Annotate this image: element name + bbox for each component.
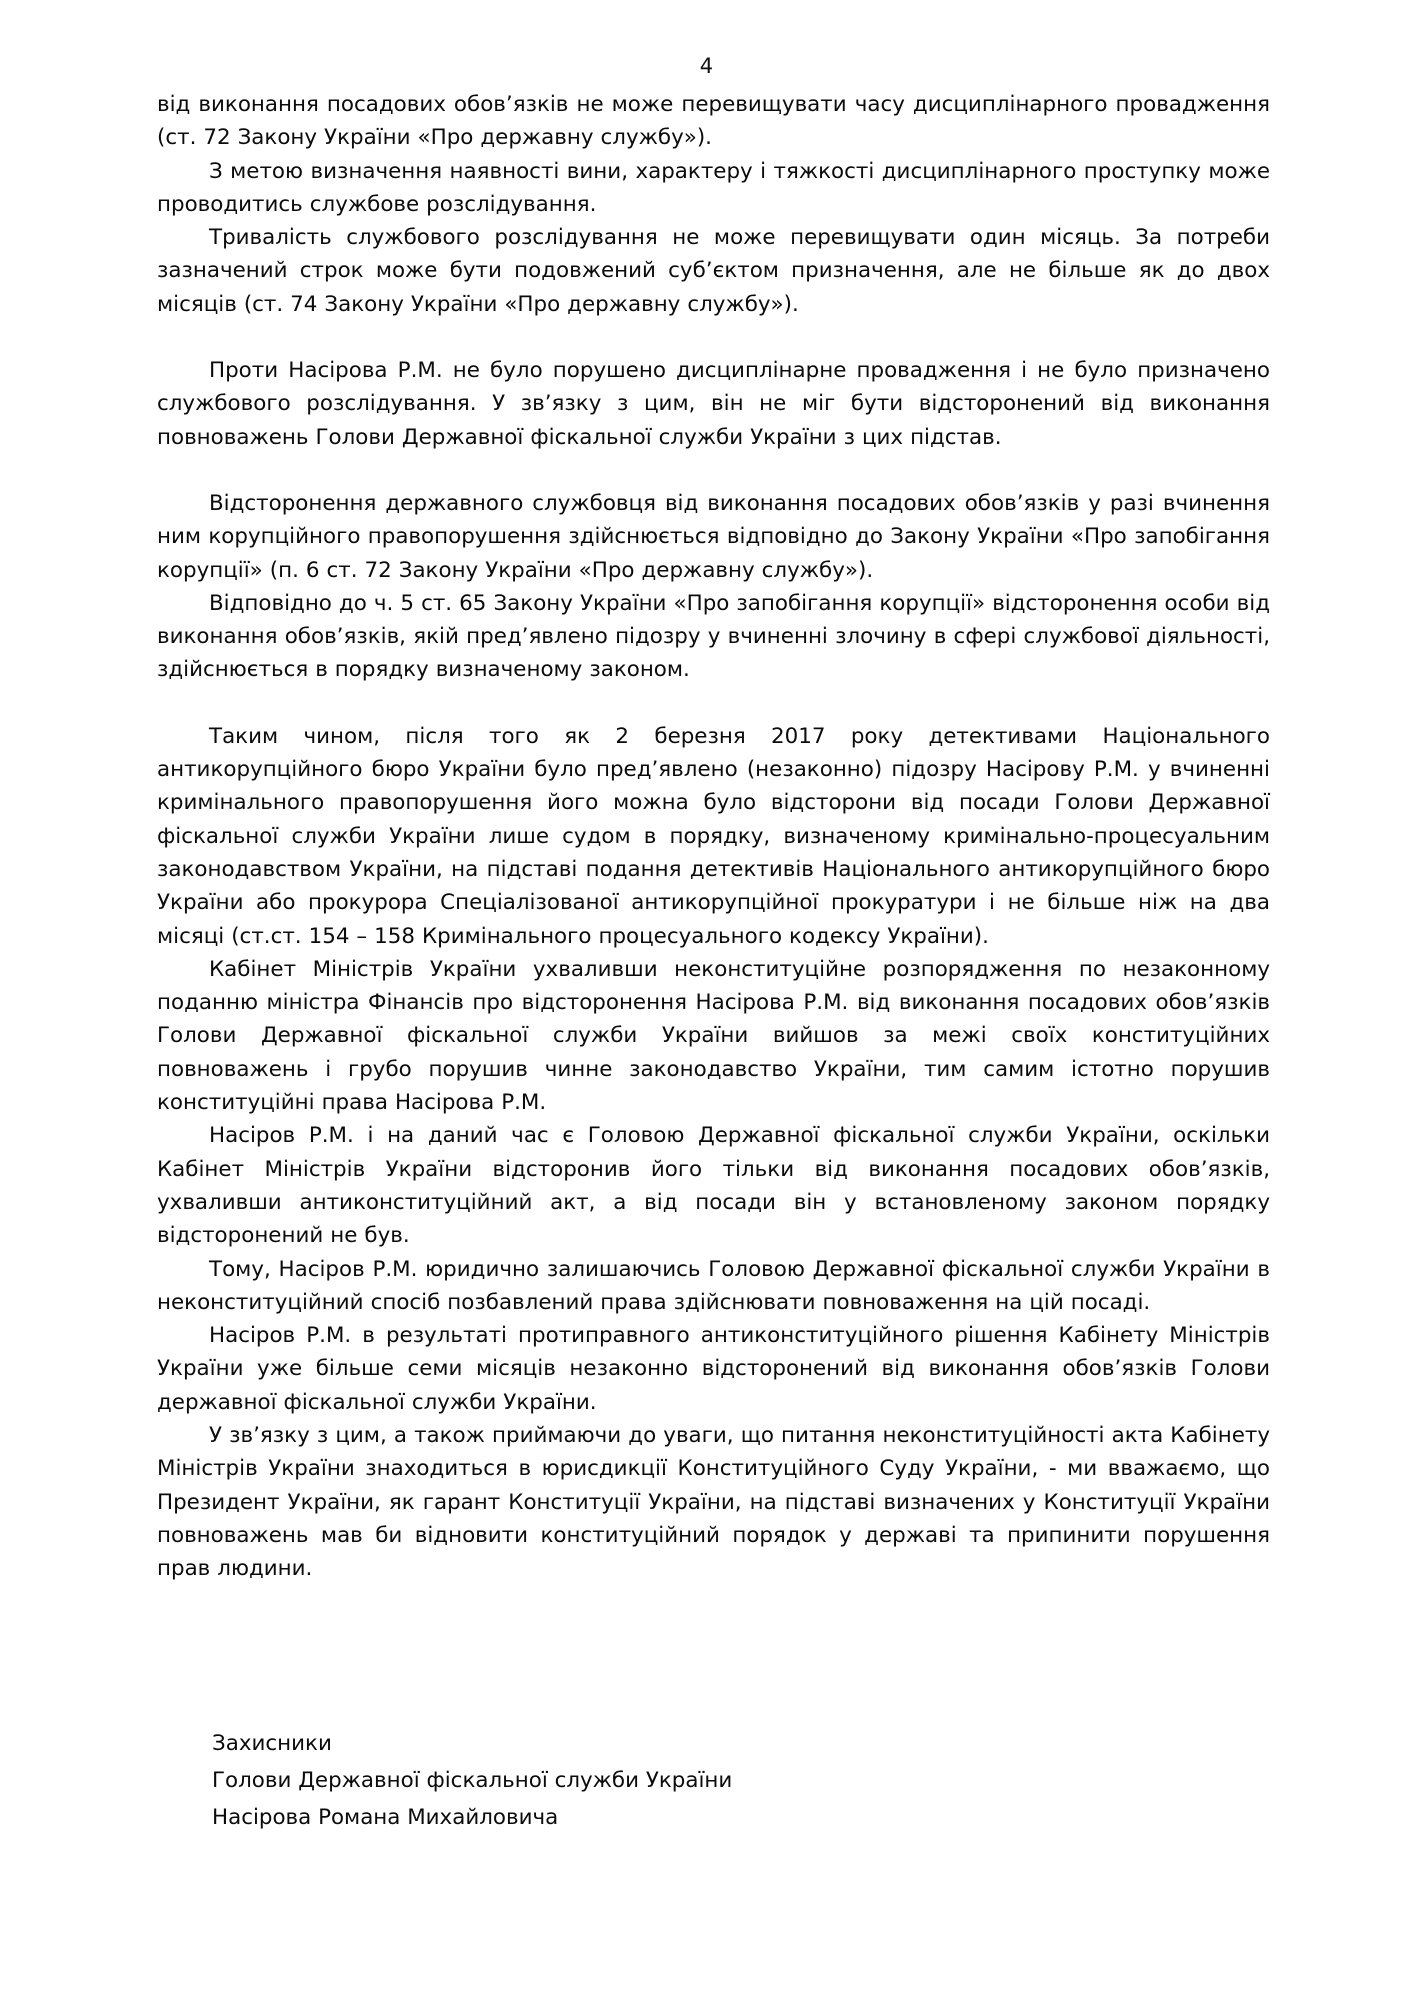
paragraph-9: Насіров Р.М. і на даний час є Головою Державної фіскальної служби України, оскільки Кабінет Міністрів України відсторонив його тільки від виконання посадових обов’язків, ухваливши антиконституційний акт, а від посади він у встановленому законом порядку відсторонений не був. [157, 1123, 1270, 1249]
paragraph-6: Відповідно до ч. 5 ст. 65 Закону України «Про запобігання корупції» відсторонення особи від виконання обов’язків, якій пред’явлено підозру у вчиненні злочину в сфері службової діяльності, здійснюється в порядку визначеному законом. [157, 590, 1270, 683]
paragraph-2: З метою визначення наявності вини, характеру і тяжкості дисциплінарного проступку може проводитись службове розслідування. [157, 158, 1270, 217]
paragraph-1: від виконання посадових обов’язків не може перевищувати часу дисциплінарного провадження (ст. 72 Закону України «Про державну службу»). [157, 92, 1270, 151]
block-gap [157, 687, 1270, 720]
paragraph-10: Тому, Насіров Р.М. юридично залишаючись Головою Державної фіскальної служби України в неконституційний спосіб позбавлений права здійснювати повноваження на цій посаді. [157, 1256, 1270, 1315]
paragraph-11: Насіров Р.М. в результаті протиправного антиконституційного рішення Кабінету Міністрів України уже більше семи місяців незаконно відсторонений від виконання обов’язків Голови державної фіскальної служби України. [157, 1323, 1270, 1415]
paragraph-7: Таким чином, після того як 2 березня 2017 року детективами Національного антикорупційного бюро України було пред’явлено (незаконно) підозру Насірову Р.М. у вчиненні кримінального правопорушення його можна було відсторони від посади Голови Державної фіскальної служби України лише судом в порядку, визначеному кримінально-процесуальним законодавством України, на підставі подання детективів Національного антикорупційного бюро України або прокурора Спеціалізованої антикорупційної прокуратури і не більше ніж на два місяці (ст.ст. 154 – 158 Кримінального процесуального кодексу України). [157, 723, 1270, 949]
paragraph-4: Проти Насірова Р.М. не було порушено дисциплінарне провадження і не було призначено службового розслідування. У зв’язку з цим, він не міг бути відсторонений від виконання повноважень Голови Державної фіскальної служби України з цих підстав. [157, 358, 1270, 450]
paragraph-12: У зв’язку з цим, а також приймаючи до уваги, що питання неконституційності акта Кабінету Міністрів України знаходиться в юрисдикції Конституційного Суду України, - ми вважаємо, що Президент України, як гарант Конституції України, на підставі визначених у Конституції України повноважень мав би відновити конституційний порядок у державі та припинити порушення прав людини. [157, 1422, 1270, 1582]
document-body [157, 88, 1270, 1585]
block-gap [157, 321, 1270, 354]
signature-line-role: Захисники [212, 1731, 332, 1756]
paragraph-8: Кабінет Міністрів України ухваливши неконституційне розпорядження по незаконному поданню міністра Фінансів про відсторонення Насірова Р.М. від виконання посадових обов’язків Голови Державної фіскальної служби України вийшов за межі своїх конституційних повноважень і грубо порушив чинне законодавство України, тим самим істотно порушив конституційні права Насірова Р.М. [157, 956, 1270, 1116]
signature-line-office: Голови Державної фіскальної служби України [212, 1768, 733, 1793]
page-number: 4 [699, 54, 714, 78]
signature-line-name: Насірова Романа Михайловича [212, 1805, 559, 1830]
signature-block [212, 1725, 1112, 1836]
paragraph-5: Відсторонення державного службовця від виконання посадових обов’язків у разі вчинення ним корупційного правопорушення здійснюється відповідно до Закону України «Про запобігання корупції» (п. 6 ст. 72 Закону України «Про державну службу»). [157, 490, 1270, 583]
block-gap [157, 454, 1270, 487]
paragraph-3: Тривалість службового розслідування не може перевищувати один місяць. За потреби зазначений строк може бути подовжений суб’єктом призначення, але не більше як до двох місяців (ст. 74 Закону України «Про державну службу»). [157, 225, 1270, 317]
